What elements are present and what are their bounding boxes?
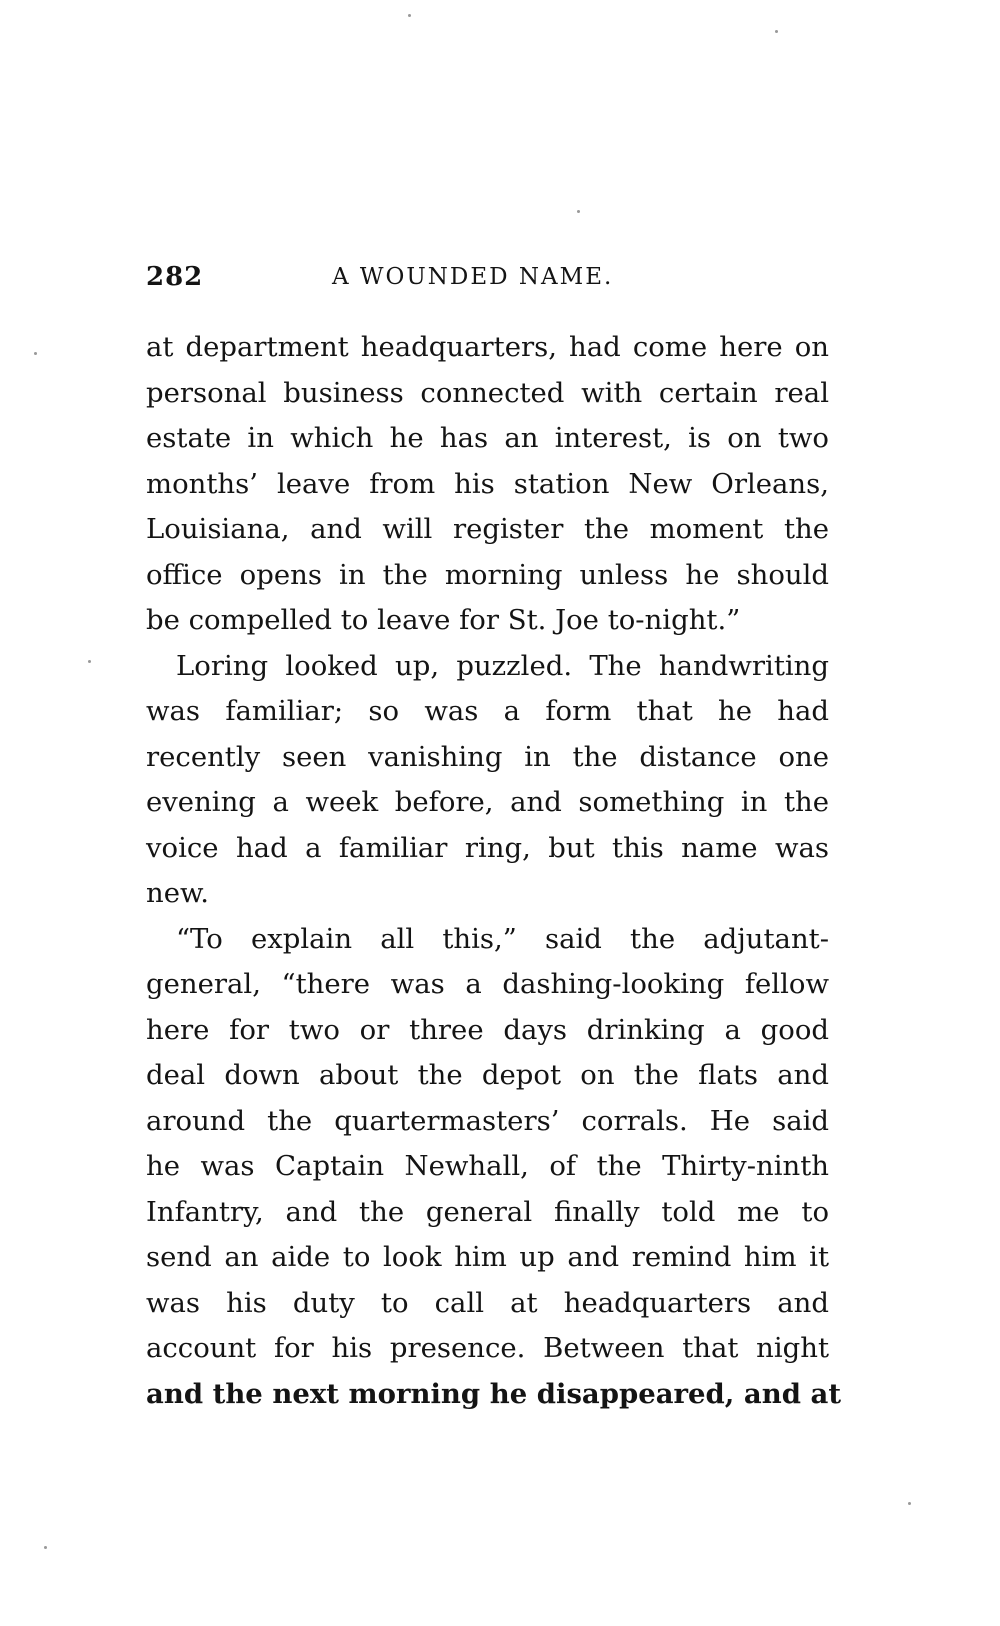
scan-speck — [775, 30, 778, 33]
text-line: new. — [146, 877, 210, 909]
text-line: at department headquarters, had come here on — [146, 331, 829, 363]
text-line: was his duty to call at headquarters and — [146, 1286, 829, 1319]
text-line: “To explain all this,” said the adjutant- — [176, 922, 829, 955]
body-text — [146, 325, 842, 1417]
text-line: he was Captain Newhall, of the Thirty-ninth — [146, 1150, 829, 1182]
text-line: general, “there was a dashing-looking fellow — [146, 968, 829, 1000]
text-line: be compelled to leave for St. Joe to-night.” — [146, 604, 741, 636]
scan-speck — [34, 352, 37, 355]
text-line: voice had a familiar ring, but this name was — [146, 831, 829, 864]
text-line: Louisiana, and will register the moment the — [146, 513, 829, 545]
text-line: here for two or three days drinking a good — [146, 1013, 829, 1046]
text-line: was familiar; so was a form that he had — [146, 695, 829, 727]
text-line: deal down about the depot on the flats and — [146, 1059, 829, 1091]
scan-speck — [577, 210, 580, 213]
text-line: office opens in the morning unless he should — [146, 558, 829, 591]
scan-speck — [88, 660, 91, 663]
scan-speck — [44, 1546, 47, 1549]
text-line: Loring looked up, puzzled. The handwriting — [176, 649, 829, 682]
scan-speck — [908, 1502, 911, 1505]
text-line: personal business connected with certain real — [146, 376, 829, 409]
scan-speck — [408, 14, 411, 17]
text-line: send an aide to look him up and remind him it — [146, 1241, 829, 1273]
text-line: evening a week before, and something in the — [146, 786, 829, 818]
text-line: around the quartermasters’ corrals. He said — [146, 1104, 829, 1137]
running-head: A WOUNDED NAME. — [332, 264, 614, 290]
page-header — [146, 262, 866, 298]
text-line: months’ leave from his station New Orleans, — [146, 467, 829, 500]
text-line: estate in which he has an interest, is on two — [146, 422, 829, 454]
text-line: and the next morning he disappeared, and at — [146, 1377, 842, 1410]
text-line: recently seen vanishing in the distance one — [146, 740, 829, 773]
text-line: Infantry, and the general finally told me to — [146, 1195, 829, 1228]
text-line: account for his presence. Between that night — [146, 1332, 829, 1364]
page-number: 282 — [146, 262, 204, 292]
